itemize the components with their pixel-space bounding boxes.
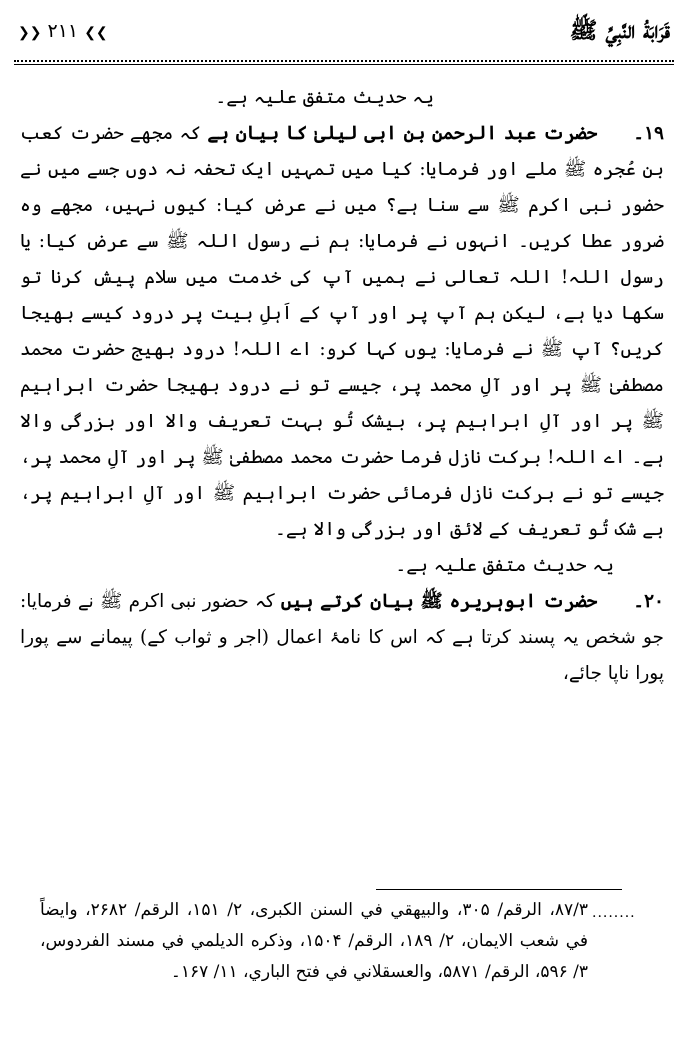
hadith-body: کہ حضور نبی اکرم ﷺ نے فرمایا: جو شخص یہ پسند کرتا ہے کہ اس کا نامۂ اعمال (اجر و ثواب کے) پیمانے سے پورا پورا ناپا جائے، [20, 591, 664, 684]
hadith-19 [20, 116, 664, 548]
hadith-number: ۱۹۔ [633, 123, 664, 144]
hadith-narrator: حضرت ابوہریرہ ﷺ بیان کرتے ہیں [280, 591, 598, 612]
header-dotted-rule [14, 60, 674, 62]
ornament-right-icon: ❯❯ [84, 25, 108, 41]
agreed-upon-note: یہ حدیث متفق علیہ ہے۔ [395, 555, 614, 576]
page-number-value: ۲۱۱ [47, 20, 79, 42]
running-title: قَرَابَةُ النَّبِيِّ ﷺ [569, 17, 670, 44]
main-text [20, 80, 664, 692]
footnote-rule [376, 889, 622, 890]
footnote-marker: ........ [592, 905, 636, 921]
hadith-narrator: حضرت عبد الرحمن بن ابی لیلیٰ کا بیان ہے [207, 123, 598, 144]
footnote-text: ۸۷/۳، الرقم/ ۳۰۵، والبیهقي في السنن الکبری، ۲/ ۱۵۱، الرقم/ ۲۶۸۲، وایضاً في شعب الایمان، ۲/ ۱۸۹، الرقم/ ۱۵۰۴، وذکره الدیلمي في مسند الفردوس، ۳/ ۵۹۶، الرقم/ ۵۸۷۱، والعسقلاني في فتح الباري، ۱۱/ ۱۶۷۔ [40, 900, 589, 982]
ornament-left-icon: ❮❮ [18, 25, 42, 41]
hadith-body: کہ مجھے حضرت کعب بن عُجرہ ﷺ ملے اور فرمایا: کیا میں تمہیں ایک تحفہ نہ دوں جسے میں نے حضور نبی اکرم ﷺ سے سنا ہے؟ میں نے عرض کیا: کیوں نہیں، مجھے وہ ضرور عطا کریں۔ انہوں نے فرمایا: ہم نے رسول اللہ ﷺ سے عرض کیا: یا رسول اللہ! اللہ تعالی نے ہمیں آپ کی خدمت میں سلام پیش کرنا تو سکھا دیا ہے، لیکن ہم آپ پر اور آپ کے اَہلِ بیت پر درود کیسے بھیجا کریں؟ آپ ﷺ نے فرمایا: یوں کہا کرو: اے اللہ! درود بھیج حضرت محمد مصطفیٰ ﷺ پر اور آلِ محمد پر، جیسے تو نے درود بھیجا حضرت ابراہیم ﷺ پر اور آلِ ابراہیم پر، بیشک تُو بہت تعریف والا اور بزرگی والا ہے۔ اے اللہ! برکت نازل فرما حضرت محمد مصطفیٰ ﷺ پر اور آلِ محمد پر، جیسے تو نے برکت نازل فرمائی حضرت ابراہیم ﷺ اور آلِ ابراہیم پر، بے شک تُو تعریف کے لائق اور بزرگی والا ہے۔ [20, 123, 664, 540]
agreed-upon-note: یہ حدیث متفق علیہ ہے۔ [215, 87, 434, 108]
header-rule [14, 64, 674, 65]
hadith-20 [20, 584, 664, 692]
page-number [18, 20, 108, 42]
page-header [14, 14, 674, 54]
hadith-number: ۲۰۔ [633, 591, 664, 612]
